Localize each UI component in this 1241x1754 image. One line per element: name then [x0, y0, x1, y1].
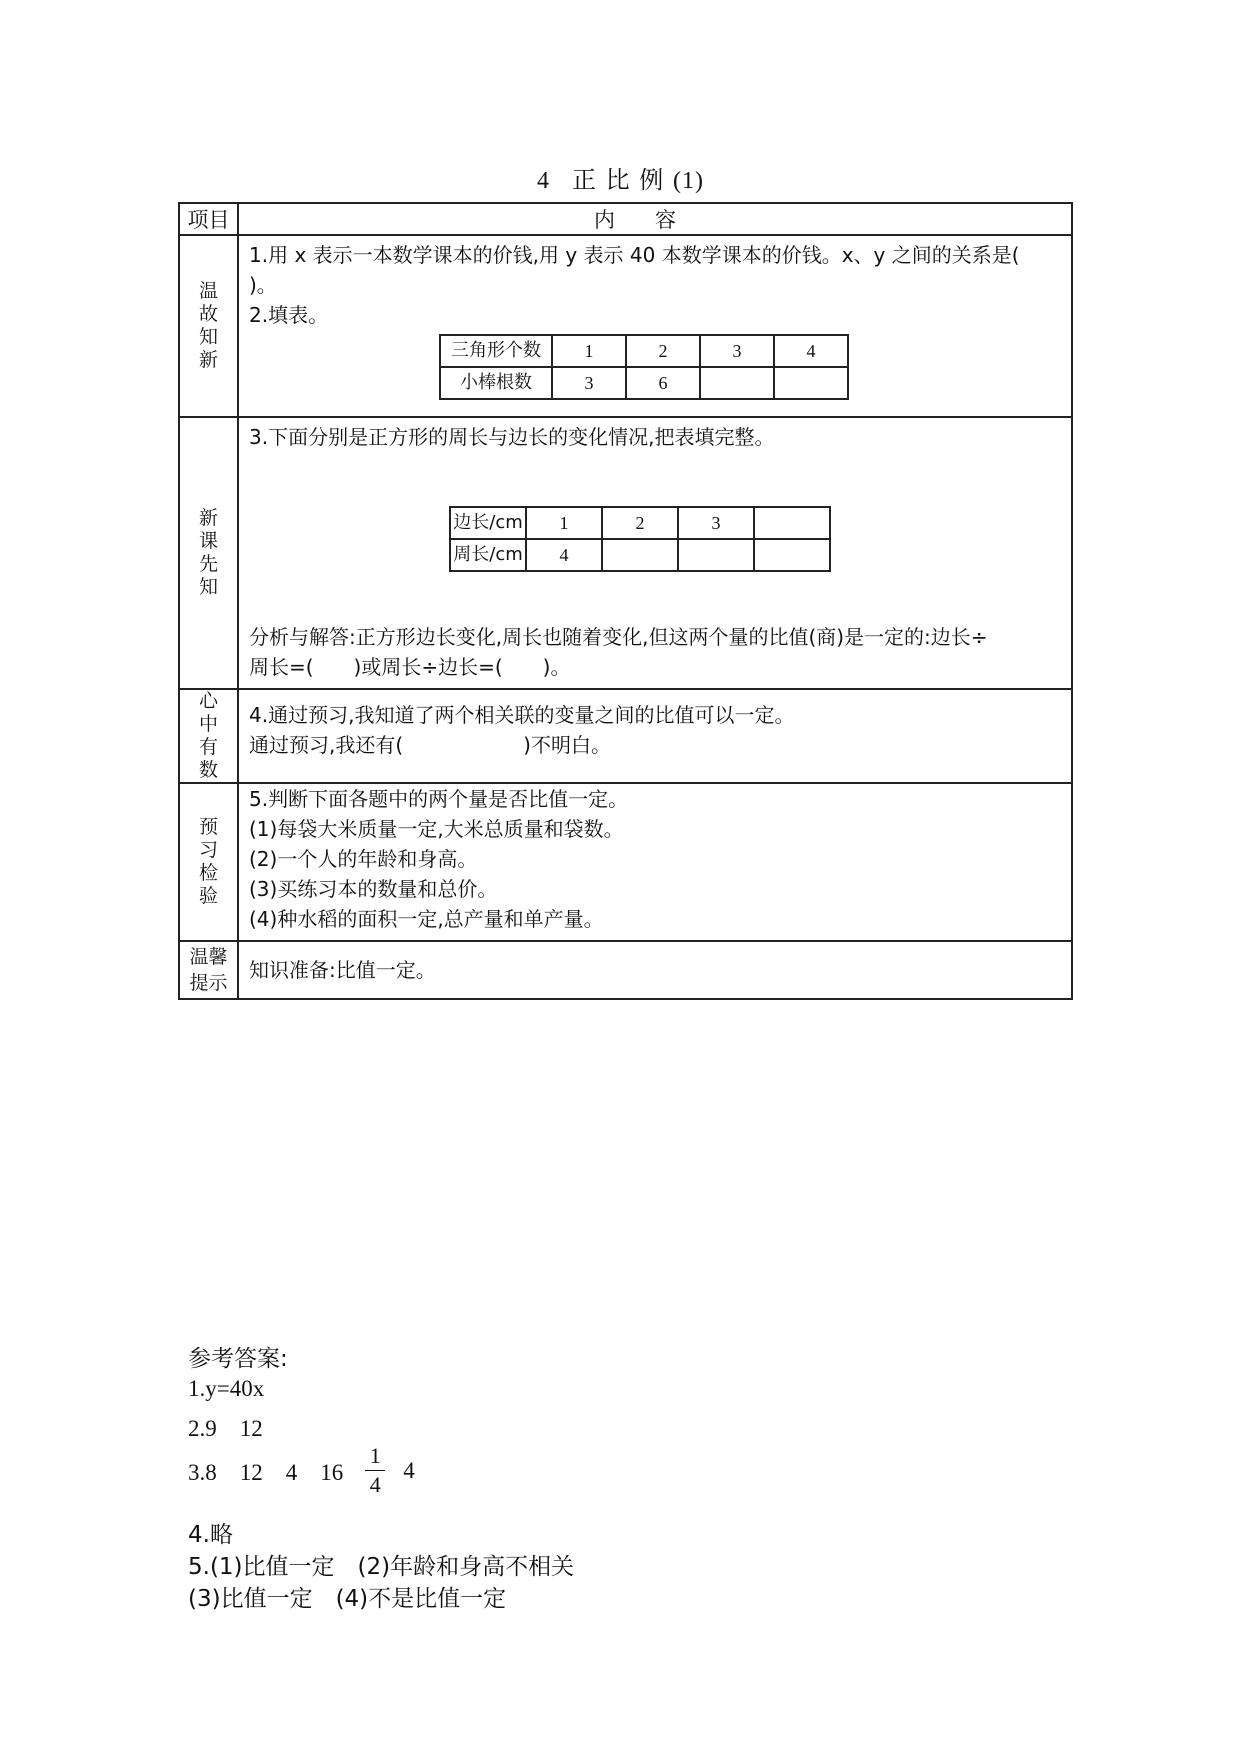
table-cell: 2 [602, 507, 678, 539]
section-content-wengu [238, 235, 1072, 417]
table-cell: 4 [526, 539, 602, 571]
answer-3-values: 3.8 12 4 16 [188, 1460, 344, 1485]
triangle-sticks-table [439, 334, 849, 400]
table-cell: 3 [678, 507, 754, 539]
section-xinzhong [179, 689, 1072, 783]
section-label-xinke: 新 课 先 知 [179, 417, 238, 689]
square-perimeter-table [449, 506, 831, 572]
fraction-numerator: 1 [369, 1443, 381, 1468]
answer-heading: 参考答案: [188, 1346, 288, 1372]
section-label-xinzhong: 心 中 有 数 [179, 689, 238, 783]
table-cell: 三角形个数 [440, 335, 552, 367]
blank-cell[interactable] [700, 367, 774, 399]
answer-3-fraction [365, 1444, 385, 1497]
question-5-item-2: (2)一个人的年龄和身高。 [249, 847, 478, 871]
section-wengu [179, 235, 1072, 417]
blank-cell[interactable] [678, 539, 754, 571]
table-row [450, 539, 830, 571]
answer-4: 4.略 [188, 1522, 233, 1548]
section-label-yuxi: 预 习 检 验 [179, 783, 238, 941]
worksheet-table [178, 202, 1073, 1000]
question-1-line-1: 1.用 x 表示一本数学课本的价钱,用 y 表示 40 本数学课本的价钱。x、y 之间的关系是( [249, 243, 1020, 267]
table-cell: 边长/cm [450, 507, 526, 539]
table-cell: 3 [552, 367, 626, 399]
title-part: (1) [672, 168, 704, 194]
answer-5-line-1: 5.(1)比值一定 (2)年龄和身高不相关 [188, 1554, 575, 1580]
question-5: 5.判断下面各题中的两个量是否比值一定。 [249, 787, 629, 811]
table-row [440, 335, 848, 367]
question-2: 2.填表。 [249, 303, 329, 327]
question-3: 3.下面分别是正方形的周长与边长的变化情况,把表填完整。 [249, 425, 775, 449]
table-cell: 周长/cm [450, 539, 526, 571]
table-row [440, 367, 848, 399]
table-cell: 3 [700, 335, 774, 367]
blank-cell[interactable] [754, 539, 830, 571]
table-cell: 6 [626, 367, 700, 399]
tip-text: 知识准备:比值一定。 [249, 958, 436, 982]
blank-cell[interactable] [602, 539, 678, 571]
header-content: 内容 [238, 203, 1072, 235]
table-cell: 2 [626, 335, 700, 367]
table-cell: 4 [774, 335, 848, 367]
blank-cell[interactable] [754, 507, 830, 539]
section-content-xinke [238, 417, 1072, 689]
table-row [450, 507, 830, 539]
document-title [0, 160, 1241, 195]
blank-cell[interactable] [774, 367, 848, 399]
header-row [179, 203, 1072, 235]
question-4-line-1: 4.通过预习,我知道了两个相关联的变量之间的比值可以一定。 [249, 703, 795, 727]
table-cell: 小棒根数 [440, 367, 552, 399]
table-cell: 1 [552, 335, 626, 367]
header-item: 项目 [179, 203, 238, 235]
section-label-tishi: 温馨 提示 [179, 941, 238, 999]
answer-2: 2.9 12 [188, 1416, 263, 1441]
analysis-line-2: 周长=( )或周长÷边长=( )。 [249, 655, 571, 679]
section-yuxi [179, 783, 1072, 941]
section-xinke [179, 417, 1072, 689]
section-label-wengu: 温 故 知 新 [179, 235, 238, 417]
answer-1: 1.y=40x [188, 1376, 265, 1401]
fraction-denominator: 4 [369, 1472, 381, 1497]
title-number: 4 [537, 168, 551, 194]
section-content-xinzhong [238, 689, 1072, 783]
analysis-line-1: 分析与解答:正方形边长变化,周长也随着变化,但这两个量的比值(商)是一定的:边长÷ [249, 625, 988, 649]
section-content-yuxi [238, 783, 1072, 941]
table-cell: 1 [526, 507, 602, 539]
question-5-item-1: (1)每袋大米质量一定,大米总质量和袋数。 [249, 817, 624, 841]
question-5-item-4: (4)种水稻的面积一定,总产量和单产量。 [249, 907, 604, 931]
question-5-item-3: (3)买练习本的数量和总价。 [249, 877, 498, 901]
title-text: 正 比 例 [572, 166, 665, 194]
answer-3 [188, 1444, 415, 1497]
question-1-line-2: )。 [249, 273, 277, 297]
section-content-tishi [238, 941, 1072, 999]
section-tishi [179, 941, 1072, 999]
answer-3-last: 4 [403, 1457, 415, 1483]
question-4-line-2: 通过预习,我还有( )不明白。 [249, 733, 611, 757]
answer-5-line-2: (3)比值一定 (4)不是比值一定 [188, 1586, 507, 1612]
